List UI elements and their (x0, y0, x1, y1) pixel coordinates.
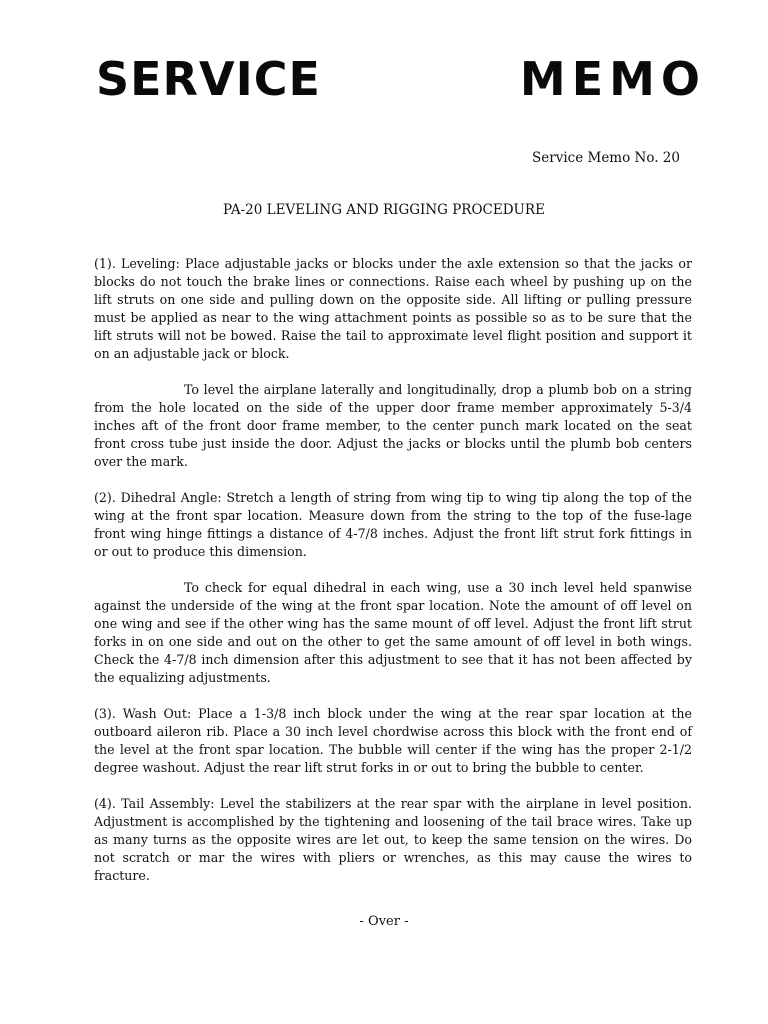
paragraph-leveling: (1). Leveling: Place adjustable jacks or blocks under the axle extension so that the jacks or blocks do not touch the brake lines or connections. Raise each wheel by pushing up on the lift struts on one side and pulling down on the opposite side. All lifting or pulling pressure must be applied as near to the wing attachment points as possible so as to be sure that the lift struts will not be bowed. Raise the tail to approximate level flight position and support it on an adjustable jack or block. (94, 256, 692, 361)
memo-number: Service Memo No. 20 (532, 150, 680, 166)
footer-over: - Over - (359, 914, 409, 929)
document-title: PA-20 LEVELING AND RIGGING PROCEDURE (223, 202, 545, 218)
paragraph-dihedral-angle: (2). Dihedral Angle: Stretch a length of string from wing tip to wing tip along the top of the wing at the front spar location. Measure down from the string to the top of the fuse-lage front wing hinge fittings a distance of 4-7/8 inches. Adjust the front lift strut fork fittings in or out to produce this dimension. (94, 490, 692, 559)
header-service-word: SERVICE (96, 52, 321, 106)
paragraph-wash-out: (3). Wash Out: Place a 1-3/8 inch block under the wing at the rear spar location at the outboard aileron rib. Place a 30 inch level chordwise across this block with the front end of the level at the front spar location. The bubble will center if the wing has the proper 2-1/2 degree washout. Adjust the rear lift strut forks in or out to bring the bubble to center. (94, 706, 692, 775)
paragraph-dihedral-check: To check for equal dihedral in each wing, use a 30 inch level held spanwise against the underside of the wing at the front spar location. Note the amount of off level on one wing and see if the other wing has the same mount of off level. Adjust the front lift strut forks in on one side and out on the other to get the same amount of off level in both wings. Check the 4-7/8 inch dimension after this adjustment to see that it has not been affected by the equalizing adjustments. (94, 580, 692, 685)
paragraph-leveling-lateral: To level the airplane laterally and longitudinally, drop a plumb bob on a string from the hole located on the side of the upper door frame member approximately 5-3/4 inches aft of the front door frame member, to the center punch mark located on the seat front cross tube just inside the door. Adjust the jacks or blocks until the plumb bob centers over the mark. (94, 382, 692, 469)
header-memo-word: MEMO (519, 52, 706, 106)
paragraph-tail-assembly: (4). Tail Assembly: Level the stabilizers at the rear spar with the airplane in level position. Adjustment is accomplished by the tightening and loosening of the tail brace wires. Take up as many turns as the opposite wires are let out, to keep the same tension on the wires. Do not scratch or mar the wires with pliers or wrenches, as this may cause the wires to fracture. (94, 796, 692, 883)
document-body (94, 255, 692, 903)
